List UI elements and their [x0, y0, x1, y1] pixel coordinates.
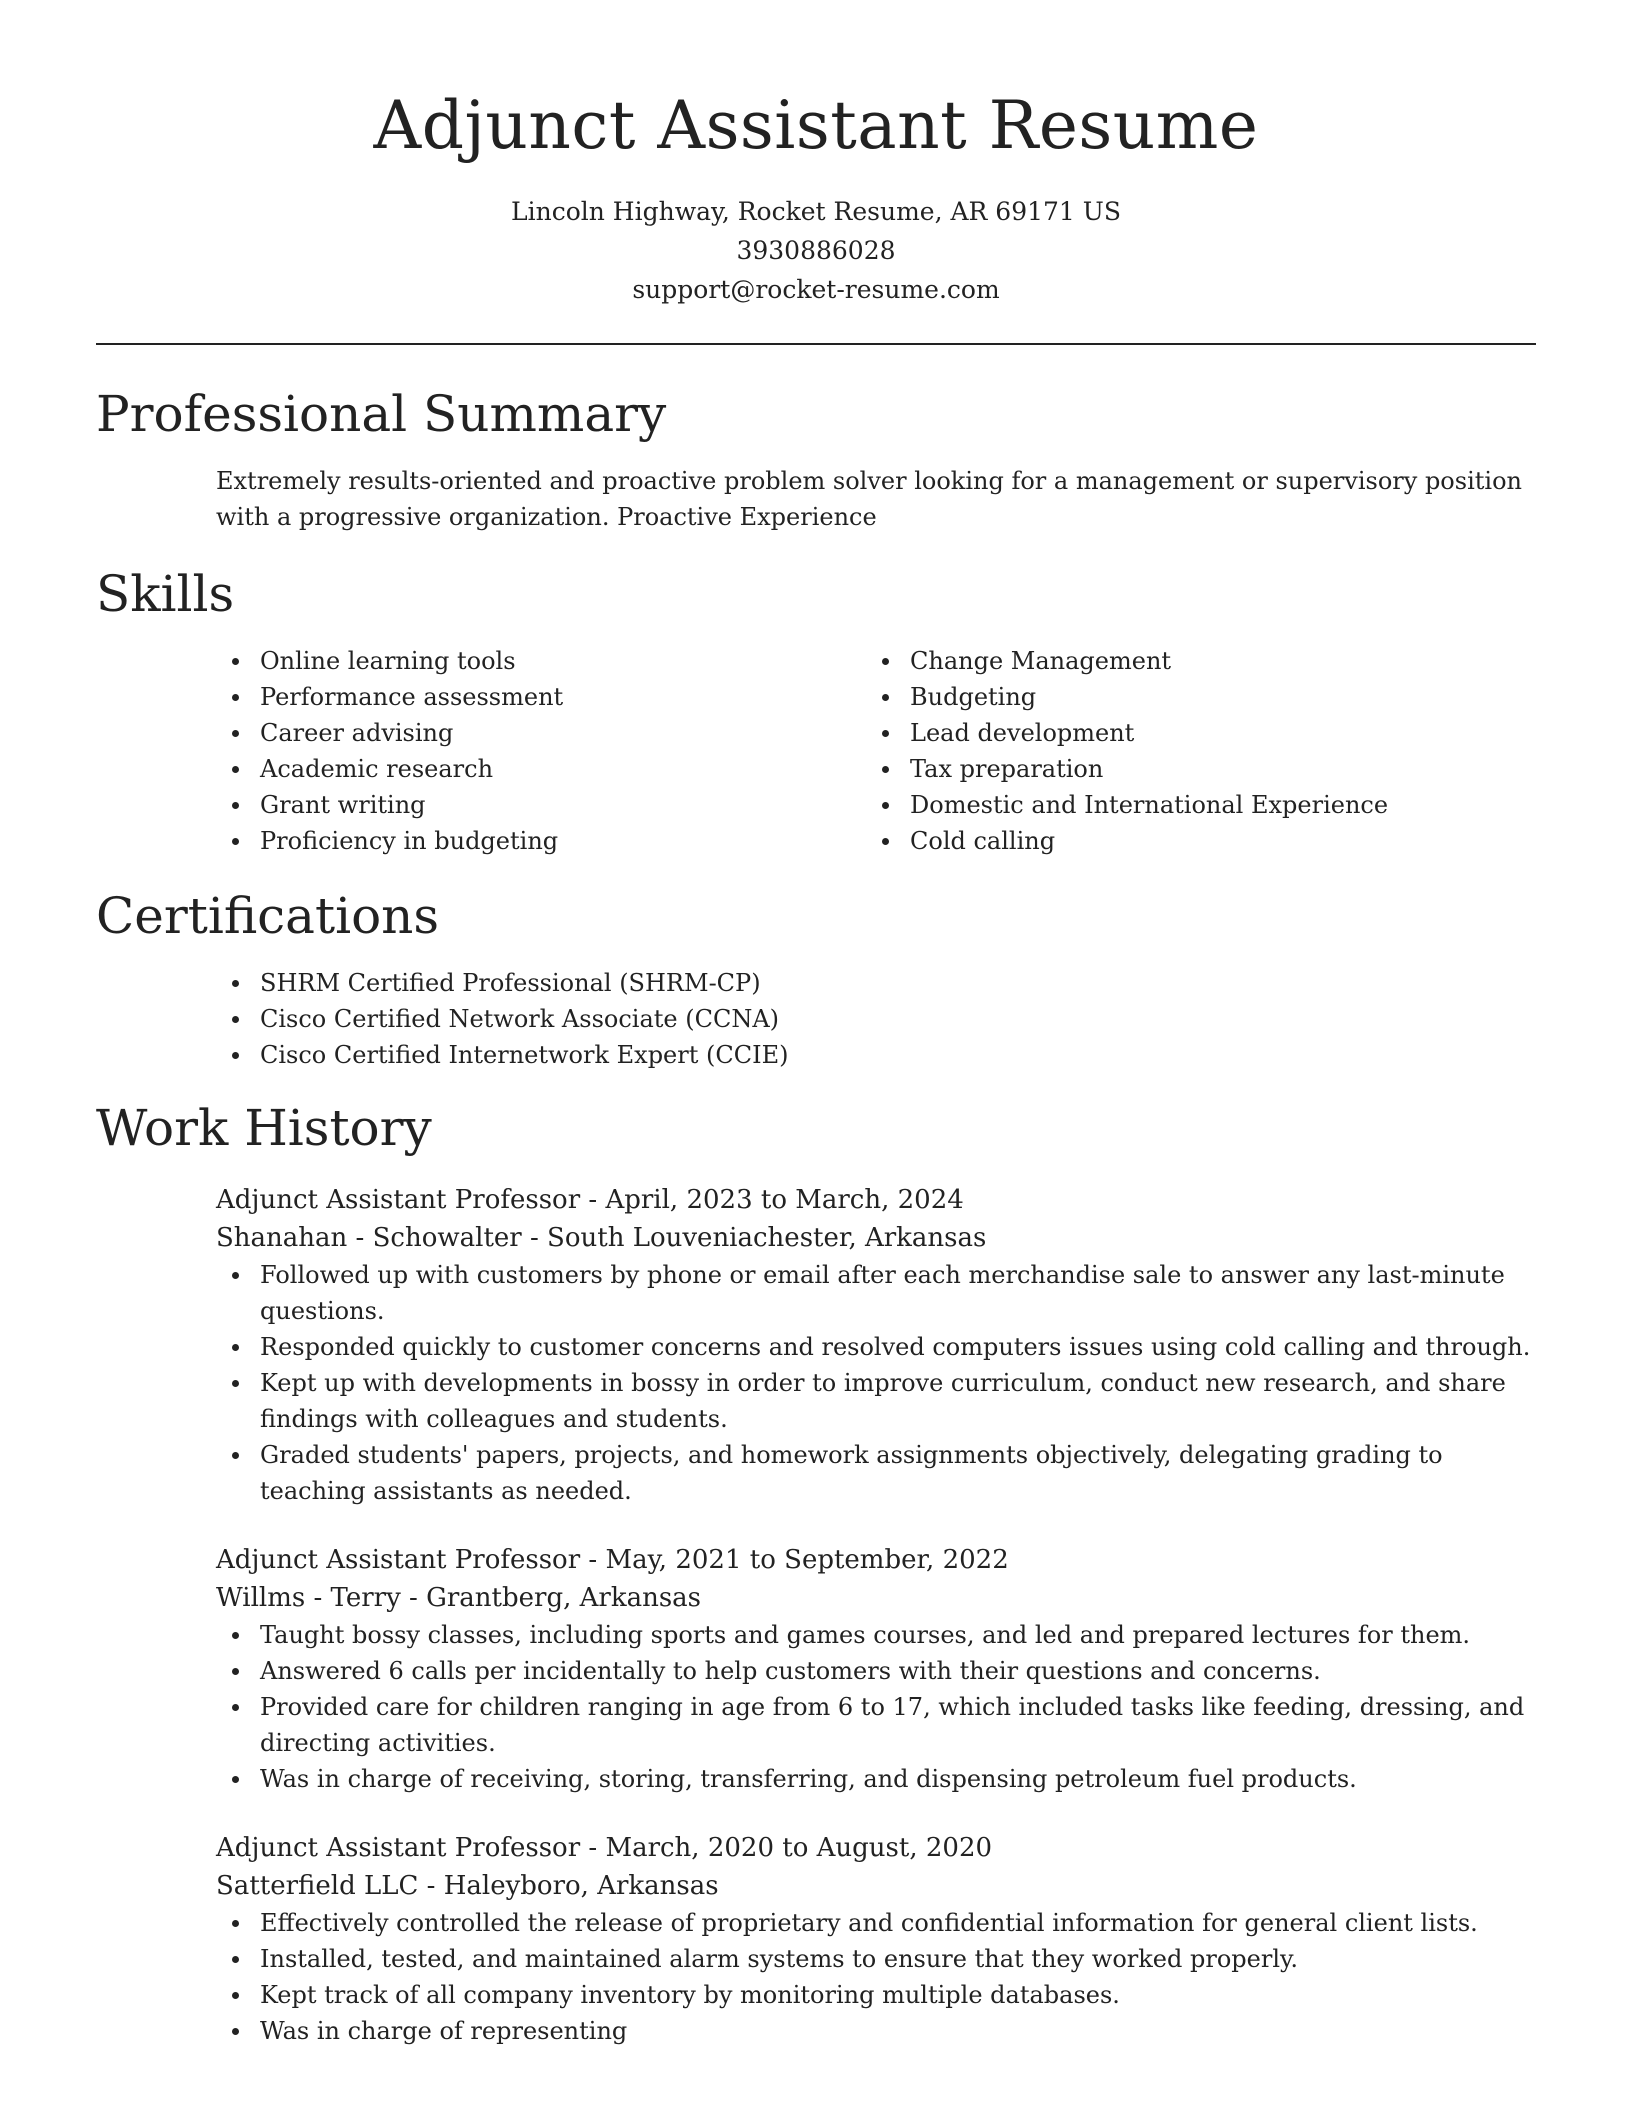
job-bullets [216, 1617, 1536, 1797]
job-bullet: Provided care for children ranging in age from 6 to 17, which included tasks like feeding, dressing, and directing activities. [260, 1689, 1536, 1761]
skill-item: Proficiency in budgeting [260, 823, 866, 859]
job-bullet: Kept track of all company inventory by monitoring multiple databases. [260, 1977, 1536, 2013]
job-title-line: Adjunct Assistant Professor - April, 2023 to March, 2024 [216, 1185, 964, 1215]
contact-email: support@rocket-resume.com [632, 275, 1000, 304]
job-bullet: Effectively controlled the release of proprietary and confidential information for general client lists. [260, 1905, 1536, 1941]
skills-grid [216, 643, 1536, 859]
skill-item: Grant writing [260, 787, 866, 823]
job-bullet: Followed up with customers by phone or email after each merchandise sale to answer any last-minute questions. [260, 1257, 1536, 1329]
skill-item: Tax preparation [910, 751, 1516, 787]
skill-item: Change Management [910, 643, 1516, 679]
skill-item: Career advising [260, 715, 866, 751]
job-entry [216, 1181, 1536, 1509]
work-history-heading: Work History [96, 1099, 432, 1157]
certifications-block [216, 965, 1536, 1073]
skill-item: Domestic and International Experience [910, 787, 1516, 823]
skill-item: Performance assessment [260, 679, 866, 715]
header-divider [96, 343, 1536, 345]
resume-title: Adjunct Assistant Resume [373, 87, 1259, 164]
job-bullets [216, 1905, 1536, 2049]
job-bullet: Was in charge of representing [260, 2013, 1536, 2049]
contact-phone: 3930886028 [736, 236, 896, 265]
job-bullets [216, 1257, 1536, 1509]
skills-column-right [866, 643, 1516, 859]
summary-text: Extremely results-oriented and proactive problem solver looking for a management or supervisory position with a progressive organization. Proactive Experience [216, 467, 1522, 531]
job-bullet: Was in charge of receiving, storing, transferring, and dispensing petroleum fuel products. [260, 1761, 1536, 1797]
skill-item: Budgeting [910, 679, 1516, 715]
skills-list-right [866, 643, 1516, 859]
skill-item: Cold calling [910, 823, 1516, 859]
certifications-heading: Certifications [96, 887, 440, 945]
skills-column-left [216, 643, 866, 859]
skill-item: Academic research [260, 751, 866, 787]
job-title-line: Adjunct Assistant Professor - March, 2020 to August, 2020 [216, 1833, 993, 1863]
job-bullet: Graded students' papers, projects, and homework assignments objectively, delegating grading to teaching assistants as needed. [260, 1437, 1536, 1509]
resume-header [96, 0, 1536, 309]
skills-list-left [216, 643, 866, 859]
job-bullet: Answered 6 calls per incidentally to help customers with their questions and concerns. [260, 1653, 1536, 1689]
job-entry [216, 1541, 1536, 1797]
job-bullet: Responded quickly to customer concerns and resolved computers issues using cold calling and through. [260, 1329, 1536, 1365]
certification-item: SHRM Certified Professional (SHRM-CP) [260, 965, 1536, 1001]
contact-address: Lincoln Highway, Rocket Resume, AR 69171 US [511, 197, 1121, 226]
certifications-list [216, 965, 1536, 1073]
certification-item: Cisco Certified Internetwork Expert (CCIE) [260, 1037, 1536, 1073]
certification-item: Cisco Certified Network Associate (CCNA) [260, 1001, 1536, 1037]
job-bullet: Kept up with developments in bossy in order to improve curriculum, conduct new research, and share findings with colleagues and students. [260, 1365, 1536, 1437]
job-bullet: Installed, tested, and maintained alarm systems to ensure that they worked properly. [260, 1941, 1536, 1977]
contact-block [96, 192, 1536, 309]
skill-item: Lead development [910, 715, 1516, 751]
job-company-line: Willms - Terry - Grantberg, Arkansas [216, 1583, 702, 1613]
job-company-line: Shanahan - Schowalter - South Louveniachester, Arkansas [216, 1223, 987, 1253]
job-bullet: Taught bossy classes, including sports and games courses, and led and prepared lectures for them. [260, 1617, 1536, 1653]
job-company-line: Satterfield LLC - Haleyboro, Arkansas [216, 1871, 719, 1901]
job-title-line: Adjunct Assistant Professor - May, 2021 to September, 2022 [216, 1545, 1009, 1575]
summary-heading: Professional Summary [96, 385, 667, 443]
job-entry [216, 1829, 1536, 2049]
skills-heading: Skills [96, 565, 235, 623]
skill-item: Online learning tools [260, 643, 866, 679]
